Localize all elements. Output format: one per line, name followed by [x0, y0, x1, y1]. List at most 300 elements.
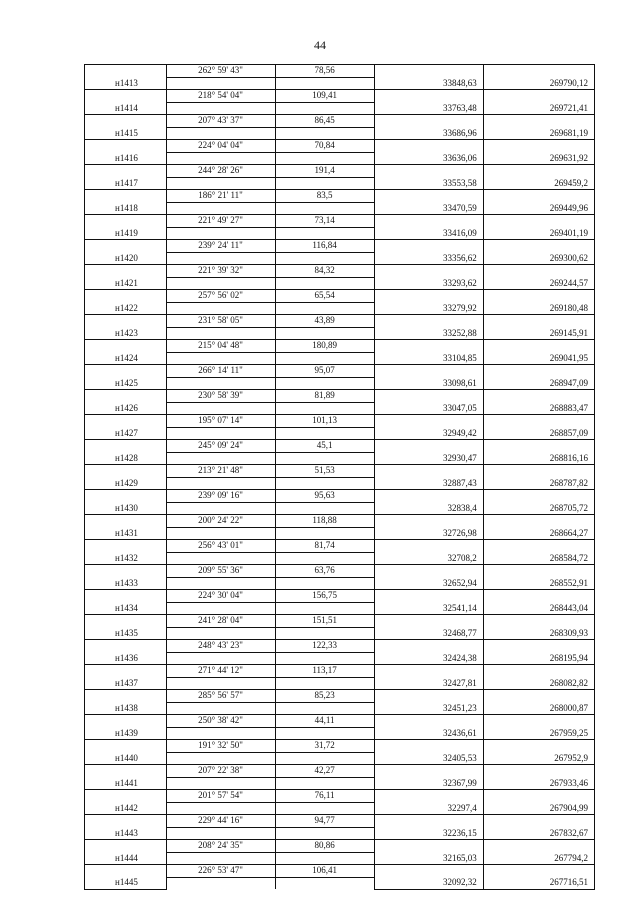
x-coordinate-cell: 32405,53: [374, 752, 483, 765]
angle-cell: 244° 28' 26": [166, 165, 275, 178]
angle-cell: 215° 04' 48": [166, 340, 275, 353]
distance-cell: 42,27: [275, 765, 374, 778]
point-row: [85, 877, 595, 889]
empty-cell: [85, 65, 167, 78]
point-name-cell: н1419: [85, 227, 167, 240]
y-coordinate-cell: 267933,46: [483, 777, 594, 790]
empty-cell: [275, 352, 374, 365]
point-row: [85, 427, 595, 440]
empty-cell: [166, 452, 275, 465]
distance-cell: 122,33: [275, 640, 374, 653]
page-number: 44: [314, 38, 326, 52]
segment-row: [85, 615, 595, 628]
y-coordinate-cell: 268195,94: [483, 652, 594, 665]
point-name-cell: н1435: [85, 627, 167, 640]
distance-cell: 81,74: [275, 540, 374, 553]
point-row: [85, 152, 595, 165]
empty-cell: [85, 665, 167, 678]
empty-cell: [374, 440, 483, 453]
empty-cell: [275, 127, 374, 140]
point-row: [85, 552, 595, 565]
empty-cell: [275, 727, 374, 740]
point-row: [85, 227, 595, 240]
empty-cell: [483, 115, 594, 128]
y-coordinate-cell: 269459,2: [483, 177, 594, 190]
x-coordinate-cell: 33356,62: [374, 252, 483, 265]
empty-cell: [374, 740, 483, 753]
empty-cell: [85, 390, 167, 403]
empty-cell: [374, 590, 483, 603]
point-name-cell: н1427: [85, 427, 167, 440]
point-name-cell: н1415: [85, 127, 167, 140]
y-coordinate-cell: 267832,67: [483, 827, 594, 840]
empty-cell: [483, 365, 594, 378]
empty-cell: [374, 840, 483, 853]
angle-cell: 285° 56' 57": [166, 690, 275, 703]
empty-cell: [166, 702, 275, 715]
point-name-cell: н1441: [85, 777, 167, 790]
empty-cell: [275, 852, 374, 865]
empty-cell: [85, 790, 167, 803]
y-coordinate-cell: 269145,91: [483, 327, 594, 340]
segment-row: [85, 415, 595, 428]
empty-cell: [483, 715, 594, 728]
x-coordinate-cell: 32838,4: [374, 502, 483, 515]
segment-row: [85, 215, 595, 228]
coordinates-table: [84, 64, 595, 890]
empty-cell: [374, 240, 483, 253]
empty-cell: [166, 352, 275, 365]
empty-cell: [85, 540, 167, 553]
empty-cell: [275, 402, 374, 415]
empty-cell: [166, 852, 275, 865]
segment-row: [85, 90, 595, 103]
x-coordinate-cell: 33047,05: [374, 402, 483, 415]
empty-cell: [483, 140, 594, 153]
empty-cell: [166, 677, 275, 690]
empty-cell: [483, 815, 594, 828]
distance-cell: 113,17: [275, 665, 374, 678]
y-coordinate-cell: 269041,95: [483, 352, 594, 365]
segment-row: [85, 165, 595, 178]
angle-cell: 241° 28' 04": [166, 615, 275, 628]
x-coordinate-cell: 33686,96: [374, 127, 483, 140]
segment-row: [85, 815, 595, 828]
empty-cell: [483, 265, 594, 278]
angle-cell: 229° 44' 16": [166, 815, 275, 828]
point-name-cell: н1428: [85, 452, 167, 465]
empty-cell: [275, 477, 374, 490]
segment-row: [85, 390, 595, 403]
coordinates-table-body: [85, 65, 595, 890]
segment-row: [85, 465, 595, 478]
distance-cell: 43,89: [275, 315, 374, 328]
point-name-cell: н1416: [85, 152, 167, 165]
point-row: [85, 352, 595, 365]
empty-cell: [483, 165, 594, 178]
point-name-cell: н1414: [85, 102, 167, 115]
empty-cell: [275, 552, 374, 565]
y-coordinate-cell: 269721,41: [483, 102, 594, 115]
x-coordinate-cell: 32451,23: [374, 702, 483, 715]
empty-cell: [85, 240, 167, 253]
point-name-cell: н1431: [85, 527, 167, 540]
empty-cell: [374, 665, 483, 678]
empty-cell: [275, 77, 374, 90]
distance-cell: 101,13: [275, 415, 374, 428]
y-coordinate-cell: 268000,87: [483, 702, 594, 715]
distance-cell: 76,11: [275, 790, 374, 803]
empty-cell: [166, 327, 275, 340]
empty-cell: [85, 715, 167, 728]
empty-cell: [483, 515, 594, 528]
segment-row: [85, 840, 595, 853]
empty-cell: [275, 627, 374, 640]
point-name-cell: н1429: [85, 477, 167, 490]
x-coordinate-cell: 32427,81: [374, 677, 483, 690]
distance-cell: 81,89: [275, 390, 374, 403]
empty-cell: [483, 290, 594, 303]
segment-row: [85, 740, 595, 753]
empty-cell: [85, 340, 167, 353]
point-row: [85, 527, 595, 540]
distance-cell: 51,53: [275, 465, 374, 478]
empty-cell: [275, 277, 374, 290]
y-coordinate-cell: 267904,99: [483, 802, 594, 815]
angle-cell: 221° 39' 32": [166, 265, 275, 278]
empty-cell: [85, 740, 167, 753]
angle-cell: 231° 58' 05": [166, 315, 275, 328]
empty-cell: [166, 552, 275, 565]
empty-cell: [166, 402, 275, 415]
point-name-cell: н1438: [85, 702, 167, 715]
empty-cell: [374, 615, 483, 628]
empty-cell: [275, 677, 374, 690]
angle-cell: 239° 09' 16": [166, 490, 275, 503]
empty-cell: [166, 477, 275, 490]
point-name-cell: н1444: [85, 852, 167, 865]
empty-cell: [275, 452, 374, 465]
y-coordinate-cell: 267952,9: [483, 752, 594, 765]
segment-row: [85, 190, 595, 203]
segment-row: [85, 715, 595, 728]
angle-cell: 230° 58' 39": [166, 390, 275, 403]
empty-cell: [166, 502, 275, 515]
segment-row: [85, 290, 595, 303]
empty-cell: [85, 215, 167, 228]
x-coordinate-cell: 32708,2: [374, 552, 483, 565]
empty-cell: [85, 140, 167, 153]
point-name-cell: н1422: [85, 302, 167, 315]
angle-cell: 266° 14' 11": [166, 365, 275, 378]
segment-row: [85, 765, 595, 778]
point-name-cell: н1437: [85, 677, 167, 690]
empty-cell: [275, 102, 374, 115]
segment-row: [85, 315, 595, 328]
angle-cell: 191° 32' 50": [166, 740, 275, 753]
x-coordinate-cell: 32949,42: [374, 427, 483, 440]
empty-cell: [374, 65, 483, 78]
x-coordinate-cell: 32236,15: [374, 827, 483, 840]
point-name-cell: н1439: [85, 727, 167, 740]
empty-cell: [374, 465, 483, 478]
x-coordinate-cell: 33470,59: [374, 202, 483, 215]
point-row: [85, 727, 595, 740]
point-row: [85, 827, 595, 840]
empty-cell: [85, 640, 167, 653]
empty-cell: [374, 165, 483, 178]
y-coordinate-cell: 269180,48: [483, 302, 594, 315]
x-coordinate-cell: 32541,14: [374, 602, 483, 615]
x-coordinate-cell: 32165,03: [374, 852, 483, 865]
angle-cell: 224° 04' 04": [166, 140, 275, 153]
empty-cell: [374, 565, 483, 578]
point-row: [85, 702, 595, 715]
point-row: [85, 802, 595, 815]
segment-row: [85, 490, 595, 503]
empty-cell: [374, 765, 483, 778]
segment-row: [85, 515, 595, 528]
empty-cell: [166, 777, 275, 790]
point-row: [85, 477, 595, 490]
x-coordinate-cell: 33763,48: [374, 102, 483, 115]
point-name-cell: н1436: [85, 652, 167, 665]
distance-cell: 83,5: [275, 190, 374, 203]
distance-cell: 70,84: [275, 140, 374, 153]
x-coordinate-cell: 32726,98: [374, 527, 483, 540]
empty-cell: [483, 665, 594, 678]
empty-cell: [374, 390, 483, 403]
y-coordinate-cell: 269244,57: [483, 277, 594, 290]
distance-cell: 106,41: [275, 865, 374, 878]
x-coordinate-cell: 33279,92: [374, 302, 483, 315]
empty-cell: [275, 252, 374, 265]
segment-row: [85, 540, 595, 553]
empty-cell: [374, 90, 483, 103]
empty-cell: [374, 415, 483, 428]
empty-cell: [85, 440, 167, 453]
y-coordinate-cell: 268705,72: [483, 502, 594, 515]
empty-cell: [85, 90, 167, 103]
empty-cell: [374, 190, 483, 203]
y-coordinate-cell: 268883,47: [483, 402, 594, 415]
segment-row: [85, 565, 595, 578]
y-coordinate-cell: 268857,09: [483, 427, 594, 440]
x-coordinate-cell: 32930,47: [374, 452, 483, 465]
empty-cell: [275, 827, 374, 840]
point-name-cell: н1421: [85, 277, 167, 290]
empty-cell: [85, 565, 167, 578]
empty-cell: [483, 315, 594, 328]
empty-cell: [166, 302, 275, 315]
empty-cell: [275, 877, 374, 889]
segment-row: [85, 440, 595, 453]
angle-cell: 195° 07' 14": [166, 415, 275, 428]
point-name-cell: н1443: [85, 827, 167, 840]
y-coordinate-cell: 268787,82: [483, 477, 594, 490]
empty-cell: [275, 577, 374, 590]
angle-cell: 186° 21' 11": [166, 190, 275, 203]
point-row: [85, 77, 595, 90]
point-row: [85, 302, 595, 315]
empty-cell: [374, 715, 483, 728]
angle-cell: 239° 24' 11": [166, 240, 275, 253]
distance-cell: 45,1: [275, 440, 374, 453]
empty-cell: [85, 365, 167, 378]
empty-cell: [374, 790, 483, 803]
distance-cell: 84,32: [275, 265, 374, 278]
angle-cell: 257° 56' 02": [166, 290, 275, 303]
x-coordinate-cell: 33098,61: [374, 377, 483, 390]
y-coordinate-cell: 268664,27: [483, 527, 594, 540]
empty-cell: [483, 690, 594, 703]
empty-cell: [85, 115, 167, 128]
point-row: [85, 602, 595, 615]
empty-cell: [85, 465, 167, 478]
empty-cell: [85, 490, 167, 503]
empty-cell: [483, 240, 594, 253]
point-row: [85, 202, 595, 215]
angle-cell: 218° 54' 04": [166, 90, 275, 103]
point-name-cell: н1434: [85, 602, 167, 615]
angle-cell: 248° 43' 23": [166, 640, 275, 653]
empty-cell: [483, 590, 594, 603]
empty-cell: [483, 540, 594, 553]
x-coordinate-cell: 33848,63: [374, 77, 483, 90]
point-name-cell: н1426: [85, 402, 167, 415]
empty-cell: [275, 427, 374, 440]
x-coordinate-cell: 33416,09: [374, 227, 483, 240]
empty-cell: [374, 515, 483, 528]
point-row: [85, 277, 595, 290]
empty-cell: [275, 302, 374, 315]
angle-cell: 226° 53' 47": [166, 865, 275, 878]
segment-row: [85, 65, 595, 78]
point-row: [85, 502, 595, 515]
y-coordinate-cell: 269631,92: [483, 152, 594, 165]
empty-cell: [166, 727, 275, 740]
empty-cell: [85, 765, 167, 778]
x-coordinate-cell: 33252,88: [374, 327, 483, 340]
empty-cell: [483, 90, 594, 103]
point-row: [85, 102, 595, 115]
y-coordinate-cell: 267716,51: [483, 877, 594, 889]
empty-cell: [85, 165, 167, 178]
empty-cell: [374, 490, 483, 503]
empty-cell: [166, 877, 275, 889]
empty-cell: [275, 652, 374, 665]
empty-cell: [374, 315, 483, 328]
empty-cell: [85, 190, 167, 203]
segment-row: [85, 790, 595, 803]
empty-cell: [275, 777, 374, 790]
y-coordinate-cell: 269681,19: [483, 127, 594, 140]
distance-cell: 85,23: [275, 690, 374, 703]
empty-cell: [374, 215, 483, 228]
empty-cell: [166, 202, 275, 215]
empty-cell: [275, 377, 374, 390]
empty-cell: [166, 752, 275, 765]
empty-cell: [85, 590, 167, 603]
segment-row: [85, 340, 595, 353]
empty-cell: [166, 527, 275, 540]
angle-cell: 207° 22' 38": [166, 765, 275, 778]
empty-cell: [166, 427, 275, 440]
segment-row: [85, 690, 595, 703]
point-name-cell: н1413: [85, 77, 167, 90]
distance-cell: 63,76: [275, 565, 374, 578]
point-row: [85, 252, 595, 265]
empty-cell: [483, 440, 594, 453]
empty-cell: [166, 627, 275, 640]
angle-cell: 224° 30' 04": [166, 590, 275, 603]
segment-row: [85, 590, 595, 603]
empty-cell: [483, 740, 594, 753]
segment-row: [85, 365, 595, 378]
angle-cell: 256° 43' 01": [166, 540, 275, 553]
distance-cell: 86,45: [275, 115, 374, 128]
empty-cell: [166, 77, 275, 90]
empty-cell: [483, 340, 594, 353]
angle-cell: 200° 24' 22": [166, 515, 275, 528]
point-row: [85, 327, 595, 340]
x-coordinate-cell: 33104,85: [374, 352, 483, 365]
point-row: [85, 777, 595, 790]
empty-cell: [85, 690, 167, 703]
point-name-cell: н1420: [85, 252, 167, 265]
empty-cell: [85, 290, 167, 303]
angle-cell: 213° 21' 48": [166, 465, 275, 478]
y-coordinate-cell: 269449,96: [483, 202, 594, 215]
empty-cell: [166, 227, 275, 240]
point-name-cell: н1417: [85, 177, 167, 190]
empty-cell: [275, 527, 374, 540]
point-row: [85, 652, 595, 665]
y-coordinate-cell: 268816,16: [483, 452, 594, 465]
point-row: [85, 452, 595, 465]
distance-cell: 118,88: [275, 515, 374, 528]
empty-cell: [483, 390, 594, 403]
empty-cell: [374, 365, 483, 378]
angle-cell: 262° 59' 43": [166, 65, 275, 78]
empty-cell: [483, 215, 594, 228]
distance-cell: 109,41: [275, 90, 374, 103]
empty-cell: [483, 765, 594, 778]
distance-cell: 73,14: [275, 215, 374, 228]
distance-cell: 95,63: [275, 490, 374, 503]
empty-cell: [483, 790, 594, 803]
point-row: [85, 752, 595, 765]
empty-cell: [85, 615, 167, 628]
x-coordinate-cell: 33636,06: [374, 152, 483, 165]
empty-cell: [483, 840, 594, 853]
y-coordinate-cell: 269300,62: [483, 252, 594, 265]
distance-cell: 180,89: [275, 340, 374, 353]
x-coordinate-cell: 32468,77: [374, 627, 483, 640]
x-coordinate-cell: 32297,4: [374, 802, 483, 815]
empty-cell: [275, 502, 374, 515]
segment-row: [85, 115, 595, 128]
distance-cell: 80,86: [275, 840, 374, 853]
empty-cell: [483, 465, 594, 478]
y-coordinate-cell: 268552,91: [483, 577, 594, 590]
point-row: [85, 627, 595, 640]
empty-cell: [166, 377, 275, 390]
empty-cell: [483, 415, 594, 428]
empty-cell: [374, 865, 483, 878]
distance-cell: 151,51: [275, 615, 374, 628]
empty-cell: [374, 340, 483, 353]
